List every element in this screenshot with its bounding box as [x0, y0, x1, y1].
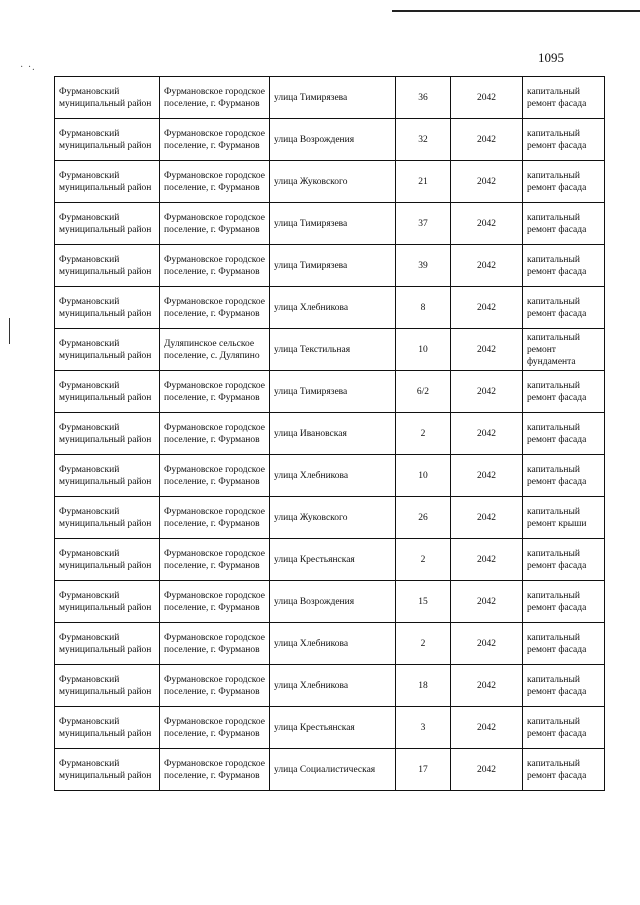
street-cell: улица Жуковского: [270, 161, 396, 203]
street-cell: улица Хлебникова: [270, 287, 396, 329]
district-cell: Фурмановский муниципальный район: [55, 749, 160, 791]
year-cell: 2042: [451, 665, 523, 707]
table-row: [55, 161, 605, 203]
settlement-cell: Фурмановское городское поселение, г. Фурманов: [160, 497, 270, 539]
district-cell: Фурмановский муниципальный район: [55, 455, 160, 497]
district-cell: Фурмановский муниципальный район: [55, 119, 160, 161]
year-cell: 2042: [451, 497, 523, 539]
work-type-cell: капитальный ремонт фундамента: [523, 329, 605, 371]
table-row: [55, 287, 605, 329]
street-cell: улица Возрождения: [270, 581, 396, 623]
street-cell: улица Тимирязева: [270, 245, 396, 287]
table-row: [55, 119, 605, 161]
house-number-cell: 37: [396, 203, 451, 245]
street-cell: улица Крестьянская: [270, 539, 396, 581]
settlement-cell: Фурмановское городское поселение, г. Фурманов: [160, 287, 270, 329]
district-cell: Фурмановский муниципальный район: [55, 539, 160, 581]
work-type-cell: капитальный ремонт крыши: [523, 497, 605, 539]
table-row: [55, 539, 605, 581]
street-cell: улица Социалистическая: [270, 749, 396, 791]
work-type-cell: капитальный ремонт фасада: [523, 77, 605, 119]
year-cell: 2042: [451, 539, 523, 581]
table-row: [55, 749, 605, 791]
district-cell: Фурмановский муниципальный район: [55, 707, 160, 749]
house-number-cell: 10: [396, 329, 451, 371]
work-type-cell: капитальный ремонт фасада: [523, 119, 605, 161]
district-cell: Фурмановский муниципальный район: [55, 203, 160, 245]
district-cell: Фурмановский муниципальный район: [55, 77, 160, 119]
house-number-cell: 15: [396, 581, 451, 623]
table-row: [55, 245, 605, 287]
scan-artifact: · ·.: [20, 62, 36, 73]
house-number-cell: 21: [396, 161, 451, 203]
settlement-cell: Фурмановское городское поселение, г. Фурманов: [160, 119, 270, 161]
table-row: [55, 623, 605, 665]
street-cell: улица Крестьянская: [270, 707, 396, 749]
street-cell: улица Хлебникова: [270, 623, 396, 665]
house-number-cell: 2: [396, 623, 451, 665]
work-type-cell: капитальный ремонт фасада: [523, 749, 605, 791]
settlement-cell: Фурмановское городское поселение, г. Фурманов: [160, 581, 270, 623]
year-cell: 2042: [451, 707, 523, 749]
district-cell: Фурмановский муниципальный район: [55, 329, 160, 371]
work-type-cell: капитальный ремонт фасада: [523, 539, 605, 581]
district-cell: Фурмановский муниципальный район: [55, 413, 160, 455]
work-type-cell: капитальный ремонт фасада: [523, 245, 605, 287]
settlement-cell: Фурмановское городское поселение, г. Фурманов: [160, 161, 270, 203]
table-body: [55, 77, 605, 791]
house-number-cell: 18: [396, 665, 451, 707]
work-type-cell: капитальный ремонт фасада: [523, 287, 605, 329]
settlement-cell: Фурмановское городское поселение, г. Фурманов: [160, 371, 270, 413]
district-cell: Фурмановский муниципальный район: [55, 161, 160, 203]
district-cell: Фурмановский муниципальный район: [55, 287, 160, 329]
street-cell: улица Жуковского: [270, 497, 396, 539]
work-type-cell: капитальный ремонт фасада: [523, 371, 605, 413]
table-row: [55, 455, 605, 497]
district-cell: Фурмановский муниципальный район: [55, 245, 160, 287]
settlement-cell: Фурмановское городское поселение, г. Фурманов: [160, 245, 270, 287]
settlement-cell: Фурмановское городское поселение, г. Фурманов: [160, 203, 270, 245]
settlement-cell: Фурмановское городское поселение, г. Фурманов: [160, 707, 270, 749]
work-type-cell: капитальный ремонт фасада: [523, 203, 605, 245]
table-row: [55, 371, 605, 413]
year-cell: 2042: [451, 371, 523, 413]
district-cell: Фурмановский муниципальный район: [55, 665, 160, 707]
table-row: [55, 413, 605, 455]
street-cell: улица Ивановская: [270, 413, 396, 455]
year-cell: 2042: [451, 119, 523, 161]
year-cell: 2042: [451, 245, 523, 287]
settlement-cell: Фурмановское городское поселение, г. Фурманов: [160, 77, 270, 119]
settlement-cell: Фурмановское городское поселение, г. Фурманов: [160, 413, 270, 455]
house-number-cell: 17: [396, 749, 451, 791]
year-cell: 2042: [451, 413, 523, 455]
district-cell: Фурмановский муниципальный район: [55, 581, 160, 623]
work-type-cell: капитальный ремонт фасада: [523, 665, 605, 707]
house-number-cell: 26: [396, 497, 451, 539]
work-type-cell: капитальный ремонт фасада: [523, 413, 605, 455]
table-row: [55, 707, 605, 749]
work-type-cell: капитальный ремонт фасада: [523, 455, 605, 497]
work-type-cell: капитальный ремонт фасада: [523, 623, 605, 665]
district-cell: Фурмановский муниципальный район: [55, 623, 160, 665]
settlement-cell: Фурмановское городское поселение, г. Фурманов: [160, 623, 270, 665]
year-cell: 2042: [451, 161, 523, 203]
street-cell: улица Текстильная: [270, 329, 396, 371]
street-cell: улица Тимирязева: [270, 203, 396, 245]
house-number-cell: 32: [396, 119, 451, 161]
street-cell: улица Тимирязева: [270, 371, 396, 413]
street-cell: улица Возрождения: [270, 119, 396, 161]
settlement-cell: Фурмановское городское поселение, г. Фурманов: [160, 539, 270, 581]
year-cell: 2042: [451, 581, 523, 623]
house-number-cell: 6/2: [396, 371, 451, 413]
year-cell: 2042: [451, 623, 523, 665]
house-number-cell: 39: [396, 245, 451, 287]
table-row: [55, 329, 605, 371]
repair-schedule-table: [54, 76, 605, 791]
house-number-cell: 3: [396, 707, 451, 749]
top-rule: [392, 10, 640, 12]
house-number-cell: 8: [396, 287, 451, 329]
year-cell: 2042: [451, 329, 523, 371]
table-row: [55, 203, 605, 245]
house-number-cell: 2: [396, 413, 451, 455]
work-type-cell: капитальный ремонт фасада: [523, 581, 605, 623]
work-type-cell: капитальный ремонт фасада: [523, 161, 605, 203]
table-row: [55, 77, 605, 119]
street-cell: улица Тимирязева: [270, 77, 396, 119]
page-number: 1095: [538, 50, 564, 65]
house-number-cell: 36: [396, 77, 451, 119]
settlement-cell: Дуляпинское сельское поселение, с. Дуляпино: [160, 329, 270, 371]
street-cell: улица Хлебникова: [270, 455, 396, 497]
district-cell: Фурмановский муниципальный район: [55, 497, 160, 539]
house-number-cell: 10: [396, 455, 451, 497]
district-cell: Фурмановский муниципальный район: [55, 371, 160, 413]
table-row: [55, 497, 605, 539]
year-cell: 2042: [451, 203, 523, 245]
settlement-cell: Фурмановское городское поселение, г. Фурманов: [160, 665, 270, 707]
table-row: [55, 665, 605, 707]
year-cell: 2042: [451, 77, 523, 119]
house-number-cell: 2: [396, 539, 451, 581]
work-type-cell: капитальный ремонт фасада: [523, 707, 605, 749]
year-cell: 2042: [451, 287, 523, 329]
settlement-cell: Фурмановское городское поселение, г. Фурманов: [160, 455, 270, 497]
margin-mark: [9, 318, 10, 344]
street-cell: улица Хлебникова: [270, 665, 396, 707]
year-cell: 2042: [451, 749, 523, 791]
year-cell: 2042: [451, 455, 523, 497]
settlement-cell: Фурмановское городское поселение, г. Фурманов: [160, 749, 270, 791]
table-row: [55, 581, 605, 623]
